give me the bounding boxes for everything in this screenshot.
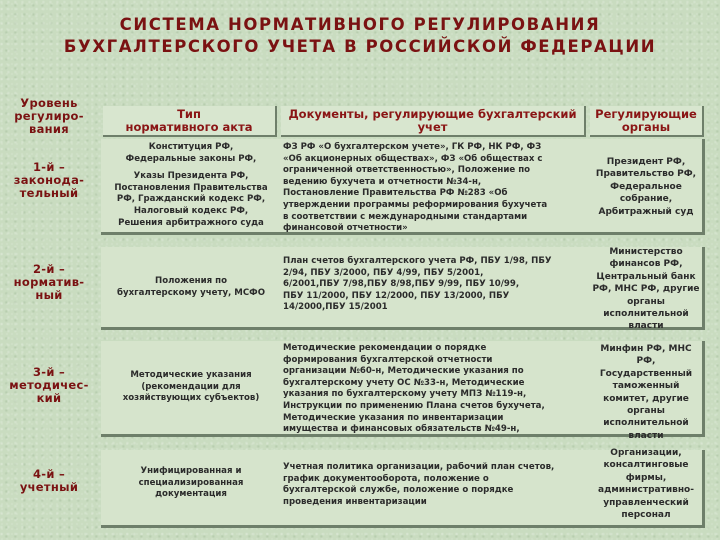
header-level [0,97,98,136]
row-3-org [590,343,702,442]
docs-line: бухгалтерскому учету ОС №33-н, Методические [283,377,525,388]
header-docs-line: Документы, регулирующие бухгалтерский [288,106,577,121]
docs-line: в соответствии с международными стандартами [283,211,528,222]
type-line: бухгалтерскому учету, МСФО [117,287,265,298]
row-1-level [0,161,98,200]
org-line: власти [628,430,664,441]
org-line: фирмы, [625,472,667,483]
docs-line: график документооборота, положение о [283,473,489,484]
docs-line: 6/2001,ПБУ 7/98,ПБУ 8/98,ПБУ 9/99, ПБУ 10/99, [283,279,520,290]
org-line: РФ, [636,356,656,367]
level-line: законода- [13,173,85,187]
row-1-org [590,156,702,218]
header-type-line: нормативного акта [125,119,253,134]
type-line: Положения по [155,276,227,286]
header-type [103,106,277,137]
page-title [0,14,720,58]
type-line: специализированная [138,477,244,488]
row-3-type [106,370,276,405]
row-2-level [0,263,98,302]
org-line: персонал [621,510,671,521]
org-line: собрание, [619,194,673,205]
org-line: комитет, другие [603,393,689,404]
type-line: Решения арбитражного суда [118,217,264,228]
row-1-type [106,142,276,229]
level-line: тельный [19,186,79,200]
org-line: Организации, [610,448,682,458]
docs-line: ограниченной ответственностью», Положение по [283,165,531,176]
row-4-docs [283,462,583,508]
docs-line: 2/94, ПБУ 3/2000, ПБУ 4/99, ПБУ 5/2001, [283,267,484,278]
docs-line: проведения инвентаризации [283,496,427,507]
type-line: документация [155,489,227,500]
docs-line: указания по бухгалтерскому учету МПЗ №119-н, [283,389,527,400]
org-line: исполнительной [603,418,689,429]
docs-line: Учетная политика организации, рабочий план счетов, [283,462,555,472]
docs-line: Методические рекомендации о порядке [283,343,487,353]
level-line: методичес- [9,378,89,392]
header-level-line: регулиро- [14,109,84,123]
org-line: Министерство [609,247,683,257]
docs-line: формирования бухгалтерской отчетности [283,354,493,365]
row-4-org [590,447,702,521]
docs-line: имущества и финансовых обязательств №49-н, [283,424,520,435]
org-line: власти [628,321,664,332]
org-line: Минфин РФ, МНС [600,344,692,354]
title-line-1: СИСТЕМА НОРМАТИВНОГО РЕГУЛИРОВАНИЯ [119,15,601,34]
org-line: органы [627,406,665,417]
docs-line: утверждении программы реформирования бухучета [283,199,548,210]
row-2-org [590,246,702,333]
row-4-level [0,468,98,494]
org-line: управленческий [603,497,689,508]
type-line: Налоговый кодекс РФ, [133,205,249,216]
header-docs-line: учет [417,119,448,134]
title-line-2: БУХГАЛТЕРСКОГО УЧЕТА В РОССИЙСКОЙ ФЕДЕРАЦИИ [63,37,657,56]
row-4-type [106,466,276,501]
level-line: 4-й – [32,467,66,481]
org-line: Центральный банк [596,271,696,282]
header-level-line: вания [29,122,69,136]
level-line: учетный [19,480,79,494]
org-line: Арбитражный суд [598,206,694,217]
type-line: хозяйствующих субъектов) [122,393,260,404]
org-line: Президент РФ, [606,157,686,167]
header-level-line: Уровень [20,96,78,110]
type-line: Методические указания [130,370,252,380]
level-line: кий [36,391,62,405]
docs-line: ФЗ РФ «О бухгалтерском учете», ГК РФ, НК РФ, ФЗ [283,142,542,152]
type-line: Унифицированная и [140,466,242,476]
docs-line: бухгалтерской службе, положение о порядке [283,485,514,496]
docs-line: организации №60-н, Методические указания по [283,366,524,377]
docs-line: 14/2000,ПБУ 15/2001 [283,302,388,313]
type-line: РФ, Гражданский кодекс РФ, [116,194,266,205]
docs-line: «Об акционерных обществах», ФЗ «Об обществах с [283,153,543,164]
org-line: финансов РФ, [609,259,683,270]
docs-line: финансовой отчетности» [283,223,408,234]
level-line: 1-й – [32,160,66,174]
header-org-line: органы [621,119,671,134]
org-line: административно- [598,485,694,496]
header-org-line: Регулирующие [595,106,697,121]
type-line: Постановления Правительства [114,182,268,193]
type-line: Федеральные законы РФ, [125,153,257,164]
type-line: Указы Президента РФ, [133,171,249,182]
org-line: органы [627,296,665,307]
docs-line: Постановление Правительства РФ №283 «Об [283,188,508,199]
level-line: 3-й – [32,365,66,379]
org-line: РФ, МНС РФ, другие [592,284,700,295]
header-docs [281,106,586,137]
org-line: консалтинговые [603,460,689,471]
docs-line: ПБУ 11/2000, ПБУ 12/2000, ПБУ 13/2000, ПБУ [283,290,510,301]
org-line: исполнительной [603,309,689,320]
org-line: Правительство РФ, [595,169,697,180]
header-type-line: Тип [177,106,201,121]
type-line: Конституция РФ, [148,142,234,152]
type-line: (рекомендации для [141,381,241,392]
docs-line: Инструкции по применению Плана счетов бухучета, [283,400,545,411]
org-line: Государственный [599,368,693,379]
row-3-docs [283,343,583,436]
row-3-level [0,366,98,405]
row-2-docs [283,256,583,314]
docs-line: ведению бухучета и отчетности №34-н, [283,176,482,187]
header-org [590,106,704,137]
docs-line: Методические указания по инвентаризации [283,412,504,423]
row-2-type [106,276,276,299]
docs-line: План счетов бухгалтерского учета РФ, ПБУ 1/98, ПБУ [283,256,552,266]
level-line: ный [35,288,63,302]
org-line: Федеральное [610,181,682,192]
org-line: таможенный [612,381,680,392]
row-1-docs [283,142,583,235]
level-line: норматив- [13,275,85,289]
level-line: 2-й – [32,262,66,276]
